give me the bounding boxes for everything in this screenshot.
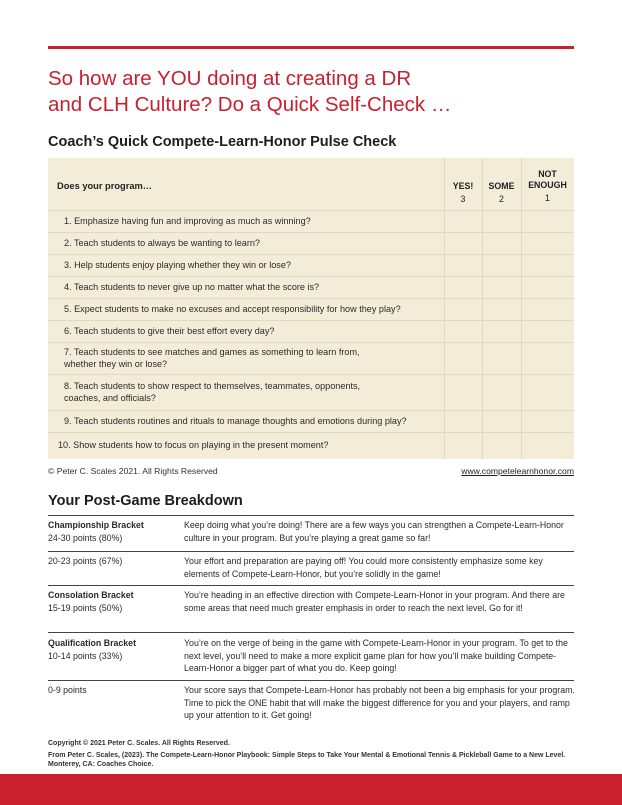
- table-row: 5. Expect students to make no excuses and accept responsibility for how they play?: [64, 303, 401, 314]
- breakdown-divider: [48, 551, 574, 552]
- table-row: 9. Teach students routines and rituals to manage thoughts and emotions during play?: [64, 415, 407, 426]
- breakdown-divider: [48, 680, 574, 681]
- bracket-points: 0-9 points: [48, 685, 87, 695]
- bracket-points: 10-14 points (33%): [48, 650, 123, 661]
- breakdown-divider: [48, 632, 574, 633]
- headline-line-1: So how are YOU doing at creating a DR: [48, 67, 412, 90]
- table-header: [48, 158, 574, 210]
- breakdown-divider: [48, 585, 574, 586]
- pulse-check-title: Coach’s Quick Compete-Learn-Honor Pulse Check: [48, 134, 397, 150]
- breakdown-row: [48, 589, 574, 631]
- question-label: Does your program…: [57, 181, 153, 191]
- top-rule: [48, 46, 574, 49]
- bracket-description: You’re on the verge of being in the game with Compete-Learn-Honor in your program. To get to the next level, you’ll need to make a more explicit game plan for how you’ll make building Compete-Learn-Honor a bigger part of what you do. Keep going!: [184, 638, 568, 674]
- footer-source: From Peter C. Scales, (2023). The Compete-Learn-Honor Playbook: Simple Steps to Take Your Mental & Emotional Tennis & Pickleball Game to a New Level. Monterey, CA: Coaches Choice.: [48, 752, 566, 768]
- bracket-description: You’re heading in an effective direction with Compete-Learn-Honor in your program. And there are some areas that need much greater emphasis in order to reach the next level. Go for it!: [184, 590, 565, 613]
- column-not-enough: NOT ENOUGH 1: [528, 169, 567, 203]
- website-link[interactable]: www.competelearnhonor.com: [461, 466, 574, 476]
- breakdown-divider: [48, 515, 574, 516]
- table-row: 4. Teach students to never give up no matter what the score is?: [64, 281, 320, 292]
- table-row: 10. Show students how to focus on playing in the present moment?: [58, 439, 329, 450]
- breakdown-row: [48, 555, 574, 587]
- bracket-description: Keep doing what you’re doing! There are a few ways you can strengthen a Compete-Learn-Honor culture in your program. But you’re playing a great game so far!: [184, 520, 564, 543]
- table-copyright: © Peter C. Scales 2021. All Rights Reserved: [48, 466, 218, 476]
- bracket-name: Championship Bracket: [48, 520, 144, 530]
- bracket-name: Consolation Bracket: [48, 590, 134, 600]
- headline: [48, 66, 588, 118]
- bracket-points: 24-30 points (80%): [48, 532, 123, 543]
- footer-copyright: Copyright © 2021 Peter C. Scales. All Rights Reserved.: [48, 740, 230, 747]
- breakdown-row: [48, 684, 574, 726]
- table-row: 6. Teach students to give their best effort every day?: [64, 325, 275, 336]
- table-row: 1. Emphasize having fun and improving as much as winning?: [64, 215, 311, 226]
- column-some: SOME 2: [488, 181, 515, 204]
- column-yes: YES! 3: [452, 181, 474, 204]
- table-row: 7. Teach students to see matches and games as something to learn from, whether they win or lose?: [64, 346, 360, 369]
- pulse-check-table: [48, 158, 574, 459]
- breakdown-title: Your Post-Game Breakdown: [48, 493, 243, 509]
- table-row: 3. Help students enjoy playing whether they win or lose?: [64, 259, 291, 270]
- breakdown-row: [48, 519, 574, 551]
- bracket-points: 20-23 points (67%): [48, 556, 123, 566]
- breakdown-row: [48, 637, 574, 679]
- bracket-name: Qualification Bracket: [48, 638, 136, 648]
- bracket-description: Your score says that Compete-Learn-Honor has probably not been a big emphasis for your program. Time to pick the ONE habit that will make the biggest difference for you and your players, and ramp up your attention to it. Get going!: [184, 685, 575, 721]
- table-row: 8. Teach students to show respect to themselves, teammates, opponents, coaches, and officials?: [64, 380, 361, 403]
- table-row: 2. Teach students to always be wanting to learn?: [64, 237, 260, 248]
- headline-line-2: and CLH Culture? Do a Quick Self-Check …: [48, 93, 452, 116]
- bracket-description: Your effort and preparation are paying off! You could more consistently emphasize some key elements of Compete-Learn-Honor, but you’re solidly in the game!: [184, 556, 543, 579]
- bottom-bar: [0, 774, 622, 805]
- bracket-points: 15-19 points (50%): [48, 602, 123, 613]
